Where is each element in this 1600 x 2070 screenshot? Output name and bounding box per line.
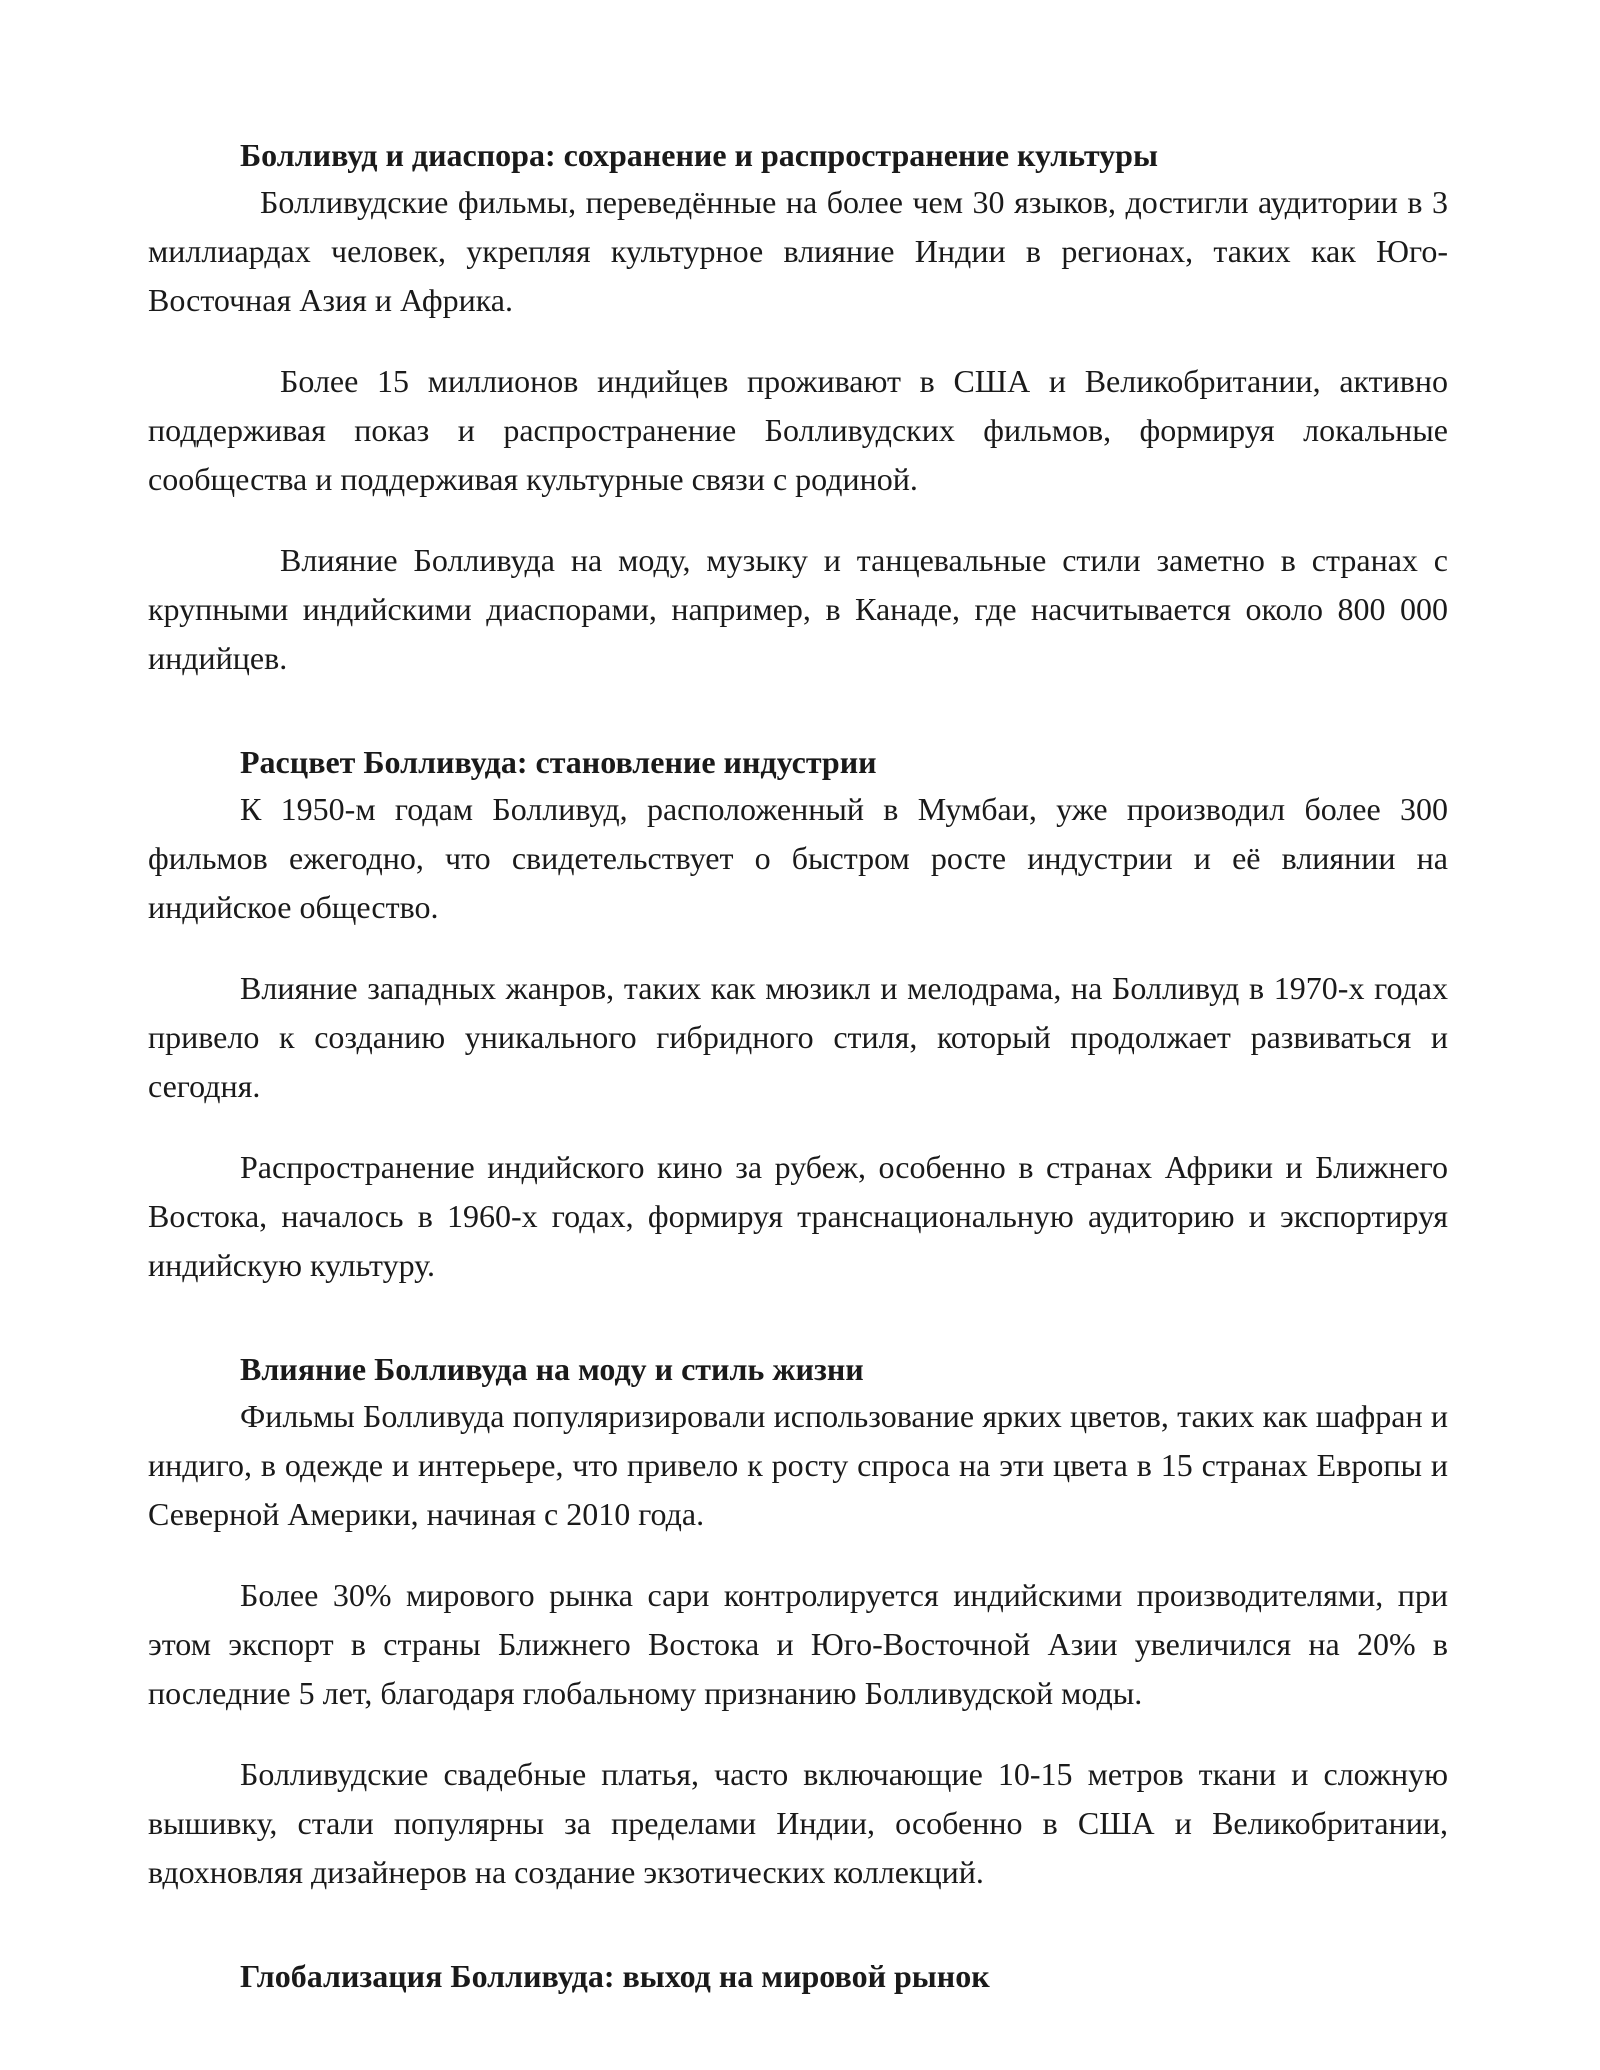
section-diaspora	[148, 134, 1448, 683]
section-globalization	[148, 1955, 1448, 1997]
section-fashion	[148, 1348, 1448, 1897]
section-rise	[148, 741, 1448, 1290]
paragraph: Влияние западных жанров, таких как мюзикл и мелодрама, на Болливуд в 1970-х годах привело к созданию уникального гибридного стиля, который продолжает развиваться и сегодня.	[148, 970, 1448, 1104]
section-heading: Влияние Болливуда на моду и стиль жизни	[240, 1351, 864, 1387]
paragraph: Болливудские свадебные платья, часто включающие 10-15 метров ткани и сложную вышивку, стали популярны за пределами Индии, особенно в США и Великобритании, вдохновляя дизайнеров на создание экзотических коллекций.	[148, 1756, 1448, 1890]
paragraph: Более 15 миллионов индийцев проживают в США и Великобритании, активно поддерживая показ и распространение Болливудских фильмов, формируя локальные сообщества и поддерживая культурные связи с родиной.	[148, 363, 1448, 497]
section-heading: Расцвет Болливуда: становление индустрии	[240, 744, 877, 780]
paragraph: Болливудские фильмы, переведённые на более чем 30 языков, достигли аудитории в 3 миллиардах человек, укрепляя культурное влияние Индии в регионах, таких как Юго-Восточная Азия и Африка.	[148, 184, 1448, 318]
document-page	[148, 134, 1448, 1997]
paragraph: Распространение индийского кино за рубеж, особенно в странах Африки и Ближнего Востока, началось в 1960-х годах, формируя транснациональную аудиторию и экспортируя индийскую культуру.	[148, 1149, 1448, 1283]
paragraph: Фильмы Болливуда популяризировали использование ярких цветов, таких как шафран и индиго, в одежде и интерьере, что привело к росту спроса на эти цвета в 15 странах Европы и Северной Америки, начиная с 2010 года.	[148, 1398, 1448, 1532]
paragraph: Влияние Болливуда на моду, музыку и танцевальные стили заметно в странах с крупными индийскими диаспорами, например, в Канаде, где насчитывается около 800 000 индийцев.	[148, 542, 1448, 676]
section-heading: Болливуд и диаспора: сохранение и распространение культуры	[240, 137, 1158, 173]
section-heading: Глобализация Болливуда: выход на мировой рынок	[240, 1958, 990, 1994]
paragraph: Более 30% мирового рынка сари контролируется индийскими производителями, при этом экспорт в страны Ближнего Востока и Юго-Восточной Азии увеличился на 20% в последние 5 лет, благодаря глобальному признанию Болливудской моды.	[148, 1577, 1448, 1711]
paragraph: К 1950-м годам Болливуд, расположенный в Мумбаи, уже производил более 300 фильмов ежегодно, что свидетельствует о быстром росте индустрии и её влиянии на индийское общество.	[148, 791, 1448, 925]
